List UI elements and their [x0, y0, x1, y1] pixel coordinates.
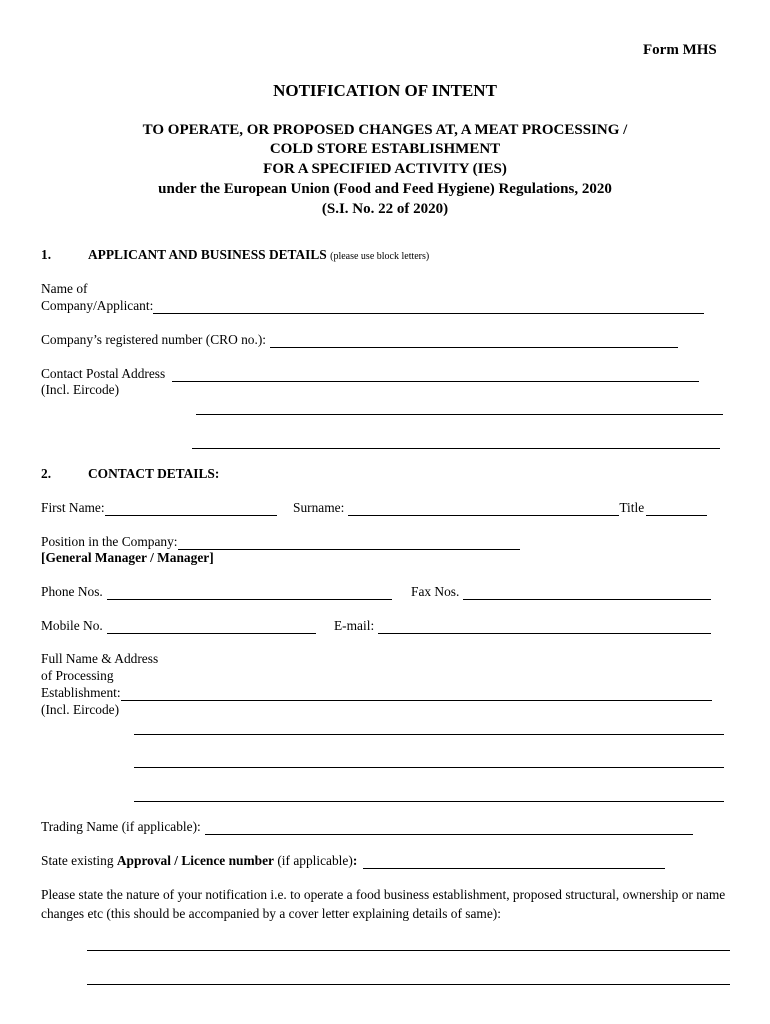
form-id: Form MHS	[643, 42, 717, 58]
section-1-note: (please use block letters)	[330, 251, 430, 262]
phone-label: Phone Nos.	[41, 584, 103, 599]
fax-label: Fax Nos.	[411, 584, 460, 599]
approval-input[interactable]	[363, 855, 665, 869]
first-name-label: First Name:	[41, 500, 105, 515]
company-name-label: Company/Applicant:	[41, 298, 154, 313]
phone-field[interactable]	[41, 584, 392, 600]
establishment-input-2[interactable]	[134, 734, 724, 735]
email-field[interactable]	[334, 618, 711, 634]
approval-colon: :	[352, 853, 358, 868]
establishment-input-4[interactable]	[134, 801, 724, 802]
title-label: Title	[619, 500, 645, 515]
mobile-label: Mobile No.	[41, 618, 103, 633]
nature-input-1[interactable]	[87, 950, 730, 951]
fax-input[interactable]	[463, 586, 711, 600]
company-name-field[interactable]	[41, 298, 704, 314]
trading-name-field[interactable]	[41, 819, 693, 835]
address-input-2[interactable]	[196, 414, 723, 415]
first-name-input[interactable]	[105, 502, 277, 516]
address-eircode-label: (Incl. Eircode)	[41, 382, 120, 397]
cro-field[interactable]	[41, 332, 678, 348]
establishment-label-3: Establishment:	[41, 685, 121, 700]
title-input[interactable]	[646, 502, 707, 516]
subtitle-line-4: under the European Union (Food and Feed Hygiene) Regulations, 2020	[158, 181, 612, 197]
section-2-heading: CONTACT DETAILS:	[88, 466, 220, 481]
cro-label: Company’s registered number (CRO no.):	[41, 332, 266, 347]
email-label: E-mail:	[334, 618, 375, 633]
address-field[interactable]	[41, 366, 699, 382]
fax-field[interactable]	[411, 584, 711, 600]
approval-bold: Approval / Licence number	[116, 853, 274, 868]
establishment-field[interactable]	[41, 685, 712, 701]
cro-input[interactable]	[270, 334, 678, 348]
trading-name-input[interactable]	[205, 821, 693, 835]
subtitle-line-2: COLD STORE ESTABLISHMENT	[269, 141, 501, 157]
email-input[interactable]	[378, 620, 711, 634]
company-name-input[interactable]	[153, 300, 704, 314]
trading-name-label: Trading Name (if applicable):	[41, 819, 201, 834]
establishment-input-1[interactable]	[121, 687, 712, 701]
subtitle-line-1: TO OPERATE, OR PROPOSED CHANGES AT, A MEAT PROCESSING /	[142, 122, 628, 138]
position-field[interactable]	[41, 534, 520, 550]
section-2-number: 2.	[41, 466, 52, 481]
surname-label: Surname:	[293, 500, 345, 515]
position-input[interactable]	[178, 536, 520, 550]
approval-prefix: State existing	[41, 853, 114, 868]
address-label: Contact Postal Address	[41, 366, 166, 381]
subtitle-line-3: FOR A SPECIFIED ACTIVITY (IES)	[263, 161, 507, 177]
establishment-eircode-label: (Incl. Eircode)	[41, 702, 120, 717]
approval-suffix: (if applicable)	[277, 853, 353, 868]
name-label-line-1: Name of	[41, 281, 88, 296]
establishment-input-3[interactable]	[134, 767, 724, 768]
establishment-label-2: of Processing	[41, 668, 114, 683]
section-1-number: 1.	[41, 247, 52, 262]
position-hint: [General Manager / Manager]	[41, 550, 214, 565]
position-label: Position in the Company:	[41, 534, 178, 549]
nature-input-2[interactable]	[87, 984, 730, 985]
establishment-label-1: Full Name & Address	[41, 651, 159, 666]
section-1-heading	[88, 247, 429, 263]
surname-field[interactable]	[293, 500, 707, 516]
surname-input[interactable]	[348, 502, 619, 516]
approval-field[interactable]	[41, 853, 665, 869]
page-title: NOTIFICATION OF INTENT	[273, 81, 497, 100]
mobile-input[interactable]	[107, 620, 316, 634]
nature-instructions: Please state the nature of your notification i.e. to operate a food business establishment, proposed structural, ownership or name changes etc (this should be accompanied by a cover letter explaining details of same):	[41, 887, 726, 921]
address-input-1[interactable]	[172, 368, 699, 382]
section-1-title: APPLICANT AND BUSINESS DETAILS	[88, 247, 327, 262]
address-input-3[interactable]	[192, 448, 720, 449]
first-name-field[interactable]	[41, 500, 277, 516]
phone-input[interactable]	[107, 586, 392, 600]
approval-label	[41, 853, 357, 869]
subtitle-line-5: (S.I. No. 22 of 2020)	[321, 201, 449, 217]
mobile-field[interactable]	[41, 618, 316, 634]
